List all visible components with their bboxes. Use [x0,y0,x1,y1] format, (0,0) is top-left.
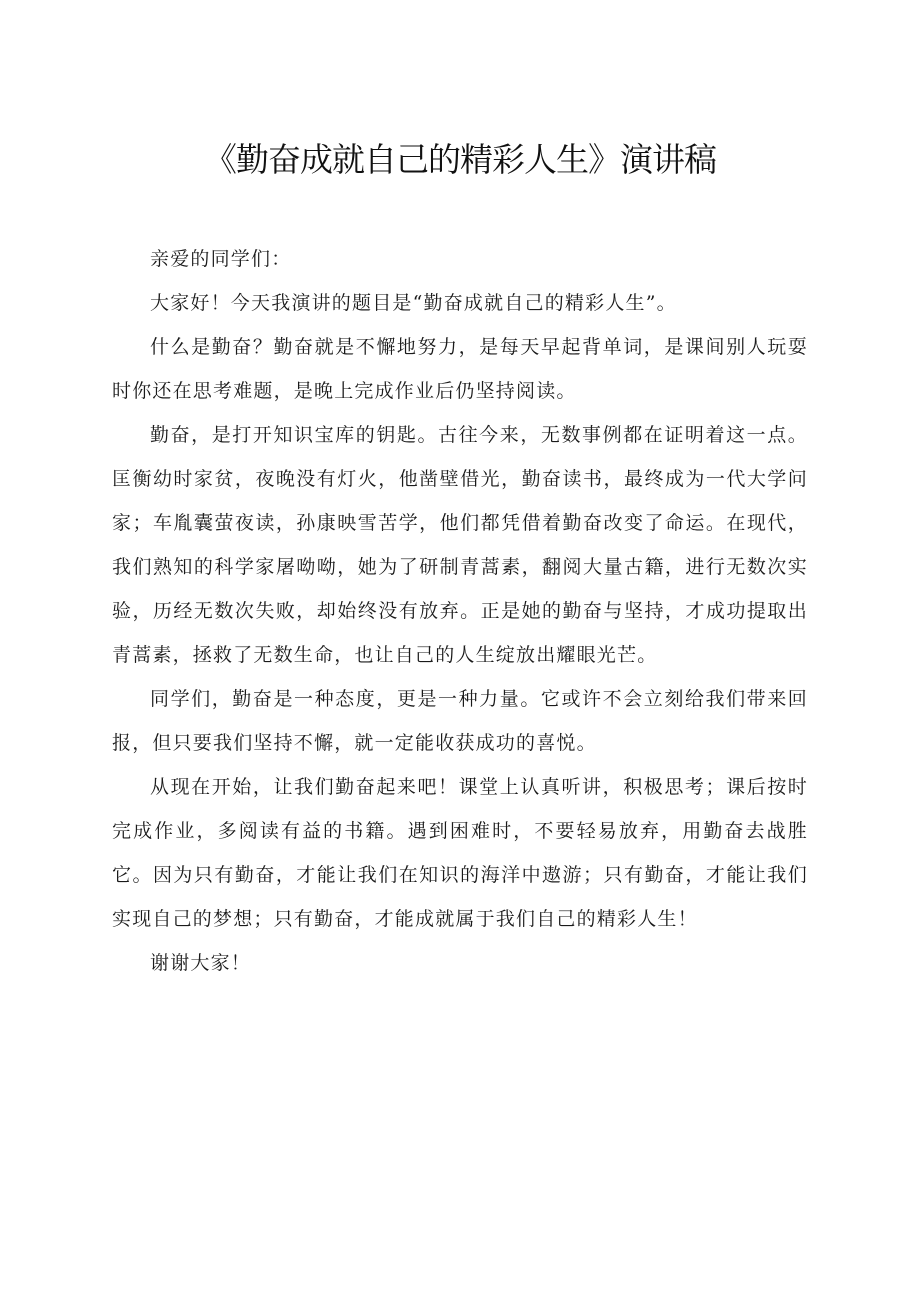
paragraph-examples: 勤奋，是打开知识宝库的钥匙。古往今来，无数事例都在证明着这一点。匡衡幼时家贫，夜晚没有灯火，他凿壁借光，勤奋读书，最终成为一代大学问家；车胤囊萤夜读，孙康映雪苦学，他们都凭借着勤奋改变了命运。在现代，我们熟知的科学家屠呦呦，她为了研制青蒿素，翻阅大量古籍，进行无数次实验，历经无数次失败，却始终没有放弃。正是她的勤奋与坚持，才成功提取出青蒿素，拯救了无数生命，也让自己的人生绽放出耀眼光芒。 [112,424,808,666]
document-body [112,237,808,985]
paragraph-greeting: 大家好！今天我演讲的题目是“勤奋成就自己的精彩人生”。 [150,292,677,314]
document-title: 《勤奋成就自己的精彩人生》演讲稿 [204,140,716,179]
paragraph-attitude: 同学们，勤奋是一种态度，更是一种力量。它或许不会立刻给我们带来回报，但只要我们坚持不懈，就一定能收获成功的喜悦。 [112,688,808,754]
paragraph-salutation: 亲爱的同学们： [150,248,292,270]
paragraph-closing: 谢谢大家！ [150,952,252,974]
paragraph-call-to-action: 从现在开始，让我们勤奋起来吧！课堂上认真听讲，积极思考；课后按时完成作业，多阅读有益的书籍。遇到困难时，不要轻易放弃，用勤奋去战胜它。因为只有勤奋，才能让我们在知识的海洋中遨游；只有勤奋，才能让我们实现自己的梦想；只有勤奋，才能成就属于我们自己的精彩人生！ [112,776,808,930]
paragraph-definition: 什么是勤奋？勤奋就是不懈地努力，是每天早起背单词，是课间别人玩耍时你还在思考难题，是晚上完成作业后仍坚持阅读。 [112,336,808,402]
